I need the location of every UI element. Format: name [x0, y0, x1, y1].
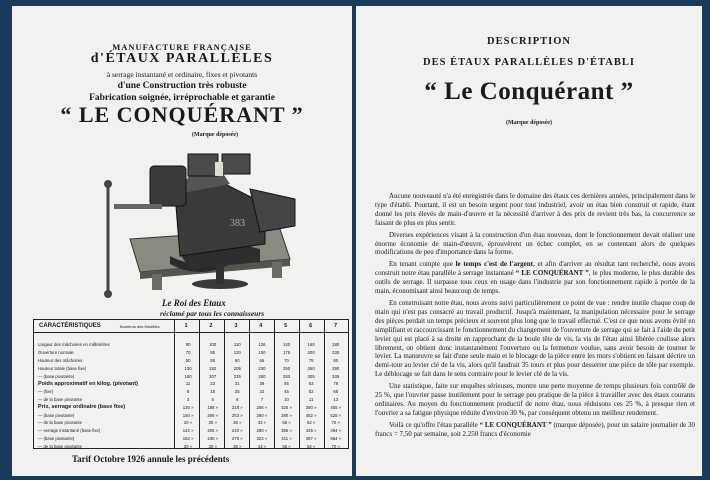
- table-row: [34, 396, 348, 404]
- table-cell: 180: [332, 342, 340, 348]
- table-cell: 200: [307, 350, 315, 356]
- table-row: [34, 341, 348, 349]
- table-cell: 110: [233, 342, 241, 348]
- column-header: 4: [259, 323, 263, 329]
- table-cell: 70 »: [331, 443, 340, 449]
- table-row: [34, 364, 348, 372]
- construction-line: d'une Construction très robuste: [117, 81, 247, 91]
- table-cell: 55 »: [282, 420, 291, 426]
- table-cell: 23: [210, 381, 216, 387]
- table-cell: 142 »: [182, 428, 194, 434]
- table-cell: 25: [234, 389, 240, 395]
- column-header: 3: [234, 323, 238, 329]
- column-header: 5: [284, 323, 288, 329]
- table-cell: 455 »: [330, 404, 342, 410]
- emphasis: le temps c'est de l'argent: [455, 260, 534, 269]
- table-cell: 162 »: [182, 435, 194, 441]
- table-cell: 55: [210, 357, 216, 363]
- row-label: Poids approximatif en kilog. (pivotant): [38, 380, 138, 387]
- paragraph: En construisant notre étau, nous avons suivi particulièrement ce point de vue : rendre inutile chaque coup de main qui n'est pas consacré au travail productif. Jusqu'à maintenant, la manipulation nécessaire pour le serrage des pièces perdait un temps précieux et souvent plus long que le travail effectué. C'est ce que nous avons évité en simplifiant et raccourcissant le fonctionnement du changement de l'ouverture de serrage qui se fait à l'aide du petit levier qui est placé à sa droite en rapprochant de la boule tête de vis, la vis de l'étau ainsi libérée coulisse alors librement, on obtient donc instantanément l'ouverture ou la fermeture voulue, sans avoir besoin de tourner le levier. La manœuvre se fait d'une seule main et le blocage de la pièce entre les mors s'obtient en faisant décrire un demi-tour au levier clé de la vis, alors qu'il faudrait 35 tours et plus pour desserrer une pièce de tôle par exemple. Le déblocage se fait dans le sens contraire pour le levier clé de la vis.: [375, 298, 695, 379]
- row-label: Hauteur des mâchoires: [38, 357, 83, 363]
- table-cell: 260: [258, 373, 266, 379]
- table-row: [34, 388, 348, 396]
- tarif-note: Tarif Octobre 1926 annule les précédents: [72, 454, 230, 464]
- table-row: [34, 372, 348, 380]
- table-row: [34, 411, 348, 419]
- table-cell: 250: [282, 365, 291, 371]
- table-cell: 130 »: [182, 404, 194, 410]
- table-cell: 140: [282, 342, 291, 348]
- table-cell: 35 »: [233, 420, 242, 426]
- manufacture-heading: MANUFACTURE FRANÇAISE: [112, 42, 252, 52]
- column-header: 6: [309, 323, 313, 329]
- table-row: [34, 435, 348, 443]
- table-row: [34, 380, 348, 388]
- table-cell: 65: [333, 389, 339, 395]
- paragraph: En tenant compte que le temps c'est de l'argent, et afin d'arriver au résultat tant recherché, nous avons construit notre étau parallèle à serrage instantané “ LE CONQUÉRANT ”, le plus moderne, le plus durable des outils de serrage. Il surpasse tous ceux en usage dans l'industrie par son fonctionnement rapide à portée de la main, économisant ainsi beaucoup de temps.: [375, 260, 695, 296]
- table-cell: 3: [186, 396, 190, 402]
- table-cell: 325 »: [281, 404, 292, 410]
- table-cell: 160: [307, 342, 315, 348]
- right-page: [356, 6, 702, 476]
- table-cell: 260: [307, 365, 315, 371]
- table-cell: 230: [258, 365, 266, 371]
- table-cell: 205: [233, 365, 241, 371]
- characteristics-table: [33, 319, 349, 449]
- table-cell: 182: [209, 365, 217, 371]
- table-cell: 494 »: [330, 428, 342, 434]
- table-cell: 160: [184, 373, 192, 379]
- table-cell: 90: [185, 342, 191, 348]
- table-cell: 411 »: [281, 435, 292, 441]
- table-cell: 62 »: [306, 443, 316, 449]
- table-cell: 230: [332, 350, 340, 356]
- table-cell: 32: [259, 389, 265, 395]
- table-cell: 356 »: [281, 428, 292, 434]
- row-label: — (base pivotante): [38, 412, 75, 418]
- table-label-header: CARACTÉRISTIQUES: [39, 323, 101, 329]
- row-label: — de la base pivotante: [38, 443, 82, 449]
- table-cell: 55 »: [282, 443, 291, 449]
- table-cell: 63: [308, 381, 314, 387]
- table-cell: 290 »: [256, 412, 268, 418]
- table-cell: 253 »: [231, 412, 243, 418]
- table-row: [34, 357, 348, 365]
- table-cell: 39: [259, 381, 265, 387]
- row-label: — de la base pivotante: [38, 420, 82, 426]
- table-cell: 280 »: [256, 428, 268, 434]
- table-cell: 31: [234, 381, 240, 387]
- table-cell: 275 »: [231, 435, 243, 441]
- table-cell: 20 »: [183, 443, 193, 449]
- table-cell: 335: [332, 373, 340, 379]
- table-cell: 20 »: [183, 420, 193, 426]
- table-cell: 323 »: [256, 435, 268, 441]
- description-heading: DESCRIPTION: [487, 36, 571, 47]
- table-cell: 35 »: [233, 443, 242, 449]
- table-cell: 11: [185, 381, 191, 387]
- table-cell: 236 »: [207, 435, 219, 441]
- table-numbers-header: Numéros des Modèles: [119, 323, 160, 329]
- etaux-heading: d'ÉTAUX PARALLÈLES: [90, 51, 274, 66]
- table-cell: 11: [308, 396, 314, 402]
- table-cell: 564 »: [330, 435, 342, 441]
- column-header: 2: [209, 323, 213, 329]
- left-page: [12, 6, 352, 476]
- table-cell: 7: [260, 396, 264, 402]
- table-cell: 283: [282, 373, 291, 379]
- table-cell: 78: [333, 381, 339, 387]
- table-cell: 120: [233, 350, 241, 356]
- brand-title: “ LE CONQUÉRANT ”: [60, 102, 304, 127]
- column-header: 7: [334, 323, 338, 329]
- table-cell: 425 »: [305, 428, 317, 434]
- table-cell: 70 »: [331, 420, 340, 426]
- table-cell: 30 »: [208, 443, 217, 449]
- row-label: — serrage instantané (base fixe): [38, 428, 101, 434]
- table-row: [34, 349, 348, 357]
- table-cell: 525 »: [330, 412, 342, 418]
- table-cell: 188 »: [207, 404, 219, 410]
- table-cell: 100: [209, 342, 217, 348]
- table-cell: 55: [284, 381, 289, 387]
- table-cell: 45: [284, 389, 289, 395]
- table-cell: 75: [308, 357, 314, 363]
- brand-title: “ Le Conquérant ”: [424, 78, 634, 105]
- table-cell: 206 »: [207, 412, 219, 418]
- table-cell: 380 »: [281, 412, 292, 418]
- table-cell: 390 »: [305, 404, 317, 410]
- table-cell: 52: [308, 389, 314, 395]
- table-cell: 6: [236, 396, 239, 402]
- fabrication-line: Fabrication soignée, irréprochable et garantie: [89, 93, 275, 103]
- paragraph: Aucune nouveauté n'a été enregistrée dans le domaine des étaux ces dernières années, principalement dans le type d'établi. Pourtant, il est un besoin urgent pour tout industriel, avoir un étau bien construit et rapide, étant donné les prix élevés de main-d'œuvre et la nécessité d'arriver à des prix de revient très bas, la concurrence se faisant de plus en plus sentir.: [375, 192, 695, 227]
- table-cell: 218 »: [231, 404, 243, 410]
- row-label: — de la base pivotante: [38, 396, 82, 402]
- row-label: — (base pivotante): [38, 435, 75, 441]
- table-cell: 80: [333, 357, 339, 363]
- svg-text:383: 383: [230, 218, 245, 229]
- table-cell: 43 »: [257, 443, 267, 449]
- table-cell: 30 »: [208, 420, 217, 426]
- table-cell: 5: [211, 396, 214, 402]
- table-cell: 50: [185, 357, 191, 363]
- brand-inline: “ LE CONQUÉRANT ”: [515, 269, 589, 278]
- table-row: [34, 427, 348, 435]
- table-cell: 70: [185, 350, 191, 356]
- paragraph: Une statistique, faite sur enquêtes sérieuses, montre une perte moyenne de temps plusieurs fois contrôlé de 25 %, que l'ouvrier passe inutilement pour le serrage peu pratique de la pièce à travailler avec des étaux courants ordinaires. Au moyen du fonctionnement productif de notre étau, nous réduisons ces 25 %, à presque rien et l'ouvrier a sa fatigue physique réduite d'environ 30 %, par conséquent obtenu un meilleur rendement.: [375, 382, 695, 417]
- table-cell: 43 »: [257, 420, 267, 426]
- row-label: Prix, serrage ordinaire (base fixe): [38, 404, 126, 411]
- table-cell: 126: [258, 342, 266, 348]
- caption-title: Le Roi des Etaux: [162, 298, 226, 308]
- table-row: [34, 419, 348, 427]
- table-cell: 207: [209, 373, 217, 379]
- table-cell: 150 »: [182, 412, 194, 418]
- row-label: Hauteur totale (base fixe): [38, 365, 87, 371]
- table-cell: 18: [210, 389, 216, 395]
- paragraph: Diverses expériences visant à la construction d'un étau nouveau, dont le fonctionnement devait réaliser une énorme économie de main-d'œuvre, éprouvèrent un échec complet, en se contentant alors de quelques modifications de peu d'importance dans la forme.: [375, 230, 695, 257]
- brand-inline: “ LE CONQUÉRANT ”: [479, 420, 552, 429]
- description-body: [375, 192, 695, 442]
- table-cell: 95: [210, 350, 216, 356]
- table-cell: 290: [332, 365, 340, 371]
- row-label: — (base pivotante): [38, 373, 75, 379]
- table-cell: 8: [186, 389, 190, 395]
- table-row: [34, 403, 348, 411]
- table-cell: 487 »: [305, 435, 317, 441]
- row-label: Ouverture normale: [38, 350, 74, 356]
- table-cell: 452 »: [305, 412, 317, 418]
- table-cell: 65: [259, 357, 265, 363]
- table-cell: 235: [233, 373, 241, 379]
- table-header: [34, 320, 348, 333]
- row-label: — (fixe): [38, 389, 54, 395]
- table-cell: 130: [184, 365, 192, 371]
- table-cell: 256 »: [256, 404, 268, 410]
- paragraph: Voilà ce qu'offre l'étau parallèle “ LE CONQUÉRANT ” (marque déposée), pour un salaire journalier de 30 francs = 7,50 par semaine, soit 2.250 francs d'économie: [375, 420, 695, 438]
- row-label: Largeur des mâchoires en millimètres: [38, 342, 110, 348]
- serrage-line: à serrage instantané et ordinaire, fixes et pivotants: [106, 70, 258, 79]
- table-cell: 60: [234, 357, 240, 363]
- table-cell: 70: [284, 357, 289, 363]
- vise-illustration: [90, 144, 310, 304]
- table-cell: 150: [258, 350, 266, 356]
- table-cell: 175: [282, 350, 291, 356]
- caption-subtitle: réclamé par tous les connaisseurs: [160, 309, 265, 318]
- table-cell: 13: [333, 396, 339, 402]
- marque-deposee: (Marque déposée): [192, 132, 239, 138]
- table-cell: 206 »: [207, 428, 219, 434]
- table-row: [34, 442, 348, 450]
- table-cell: 62 »: [306, 420, 316, 426]
- table-cell: 10: [284, 396, 289, 402]
- table-body: [34, 333, 348, 450]
- table-cell: 240 »: [231, 428, 243, 434]
- table-cell: 305: [307, 373, 315, 379]
- description-subtitle: DES ÉTAUX PARALLÈLES D'ÉTABLI: [423, 57, 635, 68]
- column-header: 1: [184, 323, 188, 329]
- marque-deposee: (Marque déposée): [505, 120, 553, 126]
